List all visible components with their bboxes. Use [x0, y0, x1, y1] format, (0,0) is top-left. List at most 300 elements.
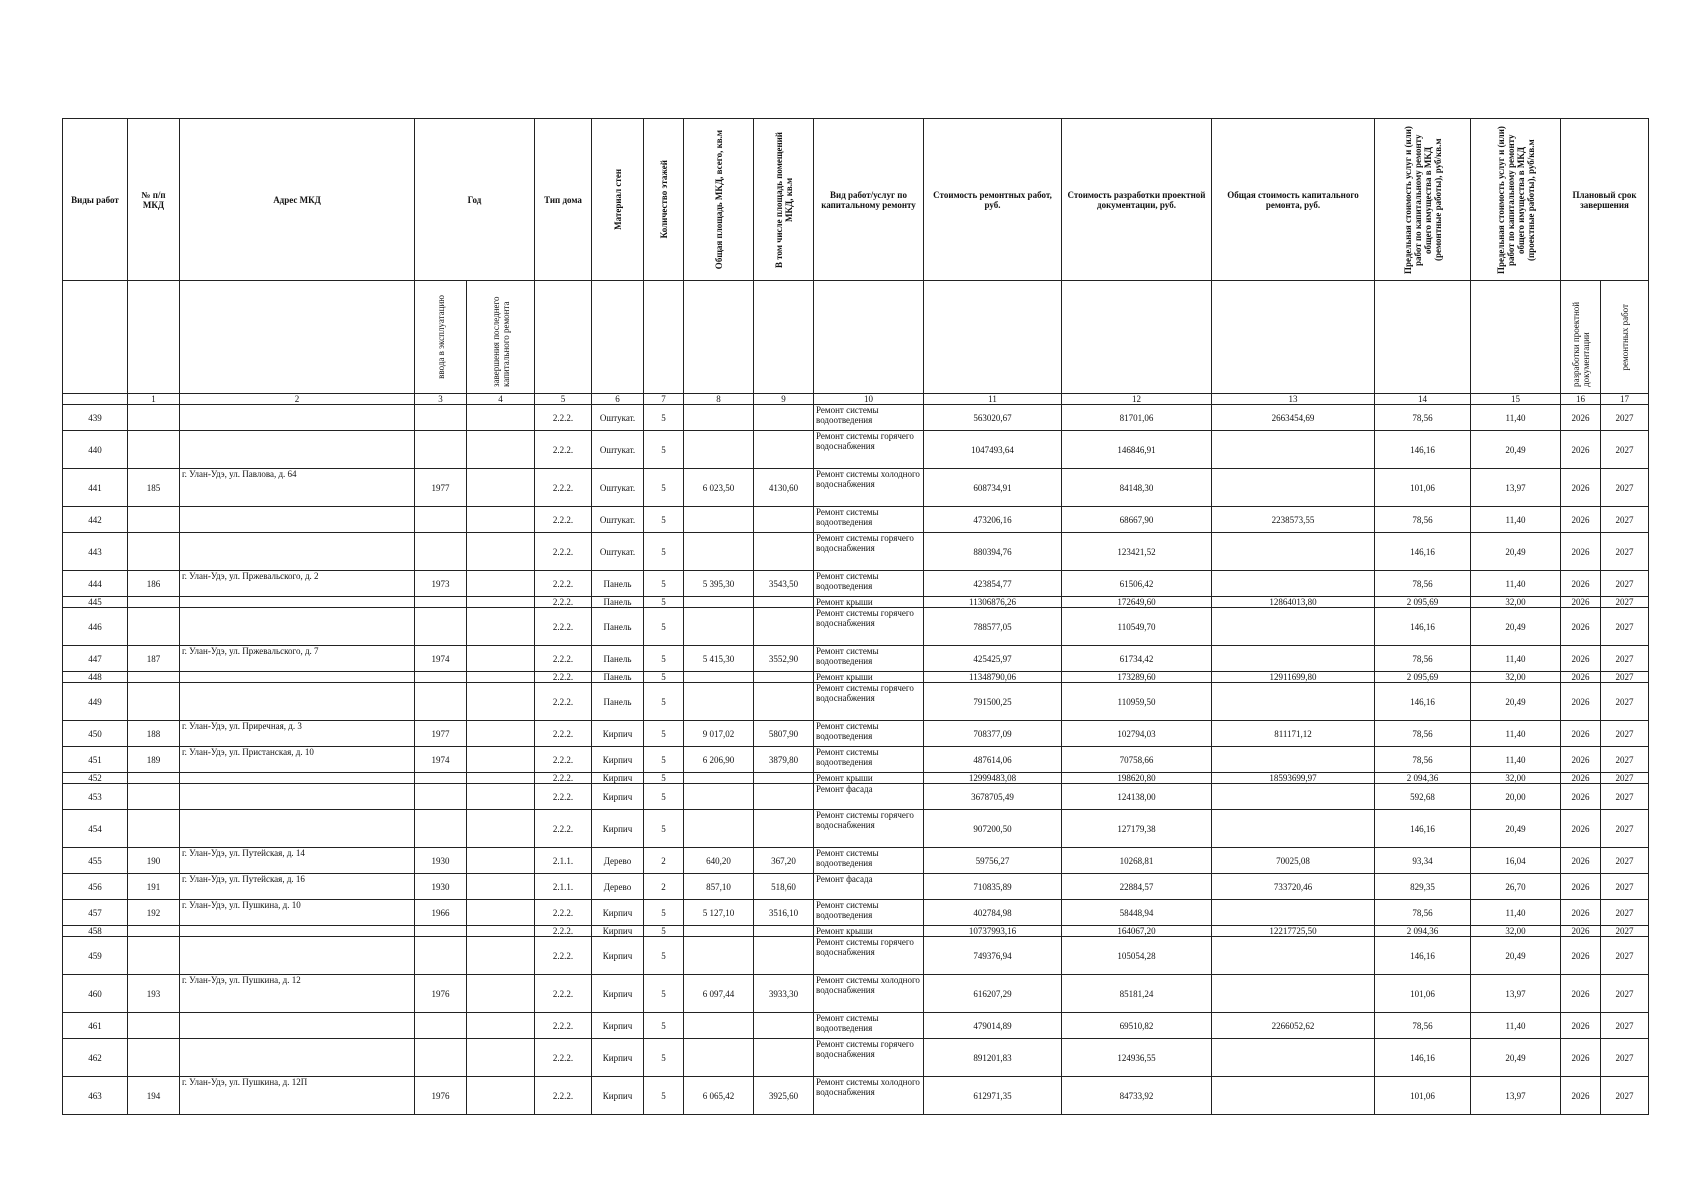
- total-area: 857,10: [684, 874, 754, 900]
- floors: 5: [644, 1013, 684, 1039]
- deadline-design: 2026: [1561, 431, 1601, 469]
- header-address: Адрес МКД: [180, 119, 415, 281]
- design-cost: 198620,80: [1062, 773, 1212, 784]
- limit-repair: 78,56: [1375, 507, 1471, 533]
- table-row: [63, 900, 1649, 926]
- repair-cost: 563020,67: [924, 405, 1062, 431]
- wall-material: Оштукат.: [592, 507, 644, 533]
- house-type: 2.2.2.: [535, 683, 592, 721]
- work-kind: Ремонт системы горячего водоснабжения: [814, 937, 924, 975]
- deadline-works: 2027: [1601, 975, 1649, 1013]
- limit-design: 20,49: [1471, 431, 1561, 469]
- house-type: 2.2.2.: [535, 900, 592, 926]
- mkd-number: 191: [128, 874, 180, 900]
- column-number: 15: [1471, 394, 1561, 405]
- wall-material: Кирпич: [592, 773, 644, 784]
- year-last-repair: [467, 721, 535, 747]
- wall-material: Панель: [592, 672, 644, 683]
- header-work-kind: Вид работ/услуг по капитальному ремонту: [814, 119, 924, 281]
- limit-design: 11,40: [1471, 507, 1561, 533]
- premises-area: [754, 926, 814, 937]
- limit-repair: 592,68: [1375, 784, 1471, 810]
- limit-design: 20,49: [1471, 1039, 1561, 1077]
- premises-area: [754, 810, 814, 848]
- total-cost: [1212, 646, 1375, 672]
- work-kind: Ремонт системы горячего водоснабжения: [814, 810, 924, 848]
- year-commission: [415, 405, 467, 431]
- year-last-repair: [467, 683, 535, 721]
- column-number: 3: [415, 394, 467, 405]
- premises-area: [754, 784, 814, 810]
- mkd-number: [128, 937, 180, 975]
- year-commission: [415, 810, 467, 848]
- deadline-works: 2027: [1601, 747, 1649, 773]
- limit-repair: 78,56: [1375, 405, 1471, 431]
- header-work-type: Виды работ: [63, 119, 128, 281]
- deadline-works: 2027: [1601, 874, 1649, 900]
- total-cost: 2663454,69: [1212, 405, 1375, 431]
- total-area: [684, 926, 754, 937]
- limit-design: 13,97: [1471, 469, 1561, 507]
- limit-repair: 2 094,36: [1375, 773, 1471, 784]
- year-commission: 1973: [415, 571, 467, 597]
- year-last-repair: [467, 597, 535, 608]
- premises-area: [754, 431, 814, 469]
- row-number: 448: [63, 672, 128, 683]
- year-commission: 1930: [415, 848, 467, 874]
- design-cost: 110549,70: [1062, 608, 1212, 646]
- repair-cost: 402784,98: [924, 900, 1062, 926]
- wall-material: Панель: [592, 608, 644, 646]
- house-type: 2.2.2.: [535, 646, 592, 672]
- design-cost: 70758,66: [1062, 747, 1212, 773]
- house-type: 2.2.2.: [535, 1039, 592, 1077]
- header-year-last-repair: завершения последнего капитального ремонта: [467, 281, 535, 394]
- work-kind: Ремонт крыши: [814, 672, 924, 683]
- work-kind: Ремонт системы горячего водоснабжения: [814, 533, 924, 571]
- row-number: 451: [63, 747, 128, 773]
- mkd-number: [128, 597, 180, 608]
- year-last-repair: [467, 646, 535, 672]
- wall-material: Кирпич: [592, 721, 644, 747]
- work-kind: Ремонт крыши: [814, 773, 924, 784]
- total-cost: [1212, 431, 1375, 469]
- premises-area: [754, 672, 814, 683]
- house-type: 2.2.2.: [535, 784, 592, 810]
- work-kind: Ремонт системы водоотведения: [814, 747, 924, 773]
- row-number: 463: [63, 1077, 128, 1115]
- mkd-number: [128, 810, 180, 848]
- deadline-works: 2027: [1601, 672, 1649, 683]
- repair-cost: 749376,94: [924, 937, 1062, 975]
- limit-repair: 146,16: [1375, 533, 1471, 571]
- house-type: 2.2.2.: [535, 608, 592, 646]
- row-number: 452: [63, 773, 128, 784]
- year-commission: [415, 773, 467, 784]
- wall-material: Оштукат.: [592, 405, 644, 431]
- year-commission: 1974: [415, 747, 467, 773]
- house-type: 2.2.2.: [535, 1013, 592, 1039]
- deadline-works: 2027: [1601, 469, 1649, 507]
- wall-material: Кирпич: [592, 926, 644, 937]
- house-type: 2.2.2.: [535, 773, 592, 784]
- deadline-works: 2027: [1601, 900, 1649, 926]
- limit-repair: 101,06: [1375, 975, 1471, 1013]
- wall-material: Панель: [592, 571, 644, 597]
- year-last-repair: [467, 810, 535, 848]
- wall-material: Кирпич: [592, 975, 644, 1013]
- repair-cost: 423854,77: [924, 571, 1062, 597]
- wall-material: Кирпич: [592, 1013, 644, 1039]
- total-cost: 12217725,50: [1212, 926, 1375, 937]
- mkd-number: 190: [128, 848, 180, 874]
- year-commission: [415, 608, 467, 646]
- deadline-design: 2026: [1561, 900, 1601, 926]
- repair-cost: 479014,89: [924, 1013, 1062, 1039]
- row-number: 442: [63, 507, 128, 533]
- repair-cost: 12999483,08: [924, 773, 1062, 784]
- floors: 5: [644, 431, 684, 469]
- deadline-works: 2027: [1601, 1039, 1649, 1077]
- total-cost: [1212, 784, 1375, 810]
- column-number: 5: [535, 394, 592, 405]
- limit-design: 32,00: [1471, 773, 1561, 784]
- premises-area: 367,20: [754, 848, 814, 874]
- floors: 5: [644, 975, 684, 1013]
- row-number: 453: [63, 784, 128, 810]
- premises-area: [754, 1013, 814, 1039]
- repair-cost: 907200,50: [924, 810, 1062, 848]
- address: г. Улан-Удэ, ул. Пушкина, д. 12: [180, 975, 415, 1013]
- work-kind: Ремонт системы холодного водоснабжения: [814, 975, 924, 1013]
- limit-design: 20,00: [1471, 784, 1561, 810]
- row-number: 458: [63, 926, 128, 937]
- year-last-repair: [467, 507, 535, 533]
- floors: 5: [644, 784, 684, 810]
- address: [180, 597, 415, 608]
- year-commission: [415, 431, 467, 469]
- mkd-number: [128, 1039, 180, 1077]
- year-last-repair: [467, 533, 535, 571]
- work-kind: Ремонт фасада: [814, 874, 924, 900]
- row-number: 439: [63, 405, 128, 431]
- limit-repair: 78,56: [1375, 721, 1471, 747]
- floors: 5: [644, 773, 684, 784]
- mkd-number: [128, 672, 180, 683]
- year-last-repair: [467, 900, 535, 926]
- mkd-number: 193: [128, 975, 180, 1013]
- work-kind: Ремонт системы водоотведения: [814, 848, 924, 874]
- wall-material: Кирпич: [592, 1077, 644, 1115]
- repair-cost: 612971,35: [924, 1077, 1062, 1115]
- column-number: 4: [467, 394, 535, 405]
- header-deadline: Плановый срок завершения: [1561, 119, 1649, 281]
- design-cost: 85181,24: [1062, 975, 1212, 1013]
- mkd-number: [128, 784, 180, 810]
- total-cost: 733720,46: [1212, 874, 1375, 900]
- table-row: [63, 784, 1649, 810]
- address: г. Улан-Удэ, ул. Приречная, д. 3: [180, 721, 415, 747]
- total-area: 6 065,42: [684, 1077, 754, 1115]
- year-commission: [415, 507, 467, 533]
- column-number: 9: [754, 394, 814, 405]
- floors: 5: [644, 937, 684, 975]
- house-type: 2.2.2.: [535, 926, 592, 937]
- deadline-works: 2027: [1601, 784, 1649, 810]
- limit-design: 20,49: [1471, 937, 1561, 975]
- column-number: 17: [1601, 394, 1649, 405]
- mkd-number: [128, 533, 180, 571]
- table-row: [63, 683, 1649, 721]
- repair-cost: 11306876,26: [924, 597, 1062, 608]
- header-floors: Количество этажей: [644, 119, 684, 281]
- column-number: 12: [1062, 394, 1212, 405]
- repair-program-table: [62, 118, 1649, 1115]
- column-number: [63, 394, 128, 405]
- table-row: [63, 533, 1649, 571]
- address: г. Улан-Удэ, ул. Пушкина, д. 10: [180, 900, 415, 926]
- total-area: [684, 672, 754, 683]
- floors: 5: [644, 683, 684, 721]
- year-commission: 1976: [415, 1077, 467, 1115]
- total-area: [684, 1013, 754, 1039]
- repair-cost: 708377,09: [924, 721, 1062, 747]
- design-cost: 81701,06: [1062, 405, 1212, 431]
- total-area: [684, 405, 754, 431]
- table-row: [63, 810, 1649, 848]
- limit-design: 26,70: [1471, 874, 1561, 900]
- address: [180, 672, 415, 683]
- total-cost: 12864013,80: [1212, 597, 1375, 608]
- limit-design: 11,40: [1471, 721, 1561, 747]
- limit-repair: 146,16: [1375, 1039, 1471, 1077]
- header-design-cost: Стоимость разработки проектной документации, руб.: [1062, 119, 1212, 281]
- total-area: [684, 784, 754, 810]
- column-number: 11: [924, 394, 1062, 405]
- year-last-repair: [467, 874, 535, 900]
- design-cost: 68667,90: [1062, 507, 1212, 533]
- limit-design: 13,97: [1471, 975, 1561, 1013]
- deadline-works: 2027: [1601, 937, 1649, 975]
- total-cost: 12911699,80: [1212, 672, 1375, 683]
- deadline-design: 2026: [1561, 672, 1601, 683]
- deadline-works: 2027: [1601, 646, 1649, 672]
- year-last-repair: [467, 1039, 535, 1077]
- mkd-number: [128, 926, 180, 937]
- house-type: 2.2.2.: [535, 937, 592, 975]
- table-row: [63, 405, 1649, 431]
- repair-cost: 891201,83: [924, 1039, 1062, 1077]
- header-wall-material: Материал стен: [592, 119, 644, 281]
- house-type: 2.2.2.: [535, 571, 592, 597]
- work-kind: Ремонт системы водоотведения: [814, 507, 924, 533]
- work-kind: Ремонт системы водоотведения: [814, 900, 924, 926]
- floors: 5: [644, 672, 684, 683]
- premises-area: [754, 533, 814, 571]
- deadline-design: 2026: [1561, 571, 1601, 597]
- design-cost: 22884,57: [1062, 874, 1212, 900]
- year-commission: [415, 926, 467, 937]
- address: [180, 683, 415, 721]
- premises-area: 3925,60: [754, 1077, 814, 1115]
- address: г. Улан-Удэ, ул. Павлова, д. 64: [180, 469, 415, 507]
- limit-repair: 2 095,69: [1375, 672, 1471, 683]
- premises-area: [754, 773, 814, 784]
- design-cost: 69510,82: [1062, 1013, 1212, 1039]
- limit-repair: 829,35: [1375, 874, 1471, 900]
- total-area: [684, 608, 754, 646]
- total-cost: [1212, 533, 1375, 571]
- premises-area: [754, 683, 814, 721]
- house-type: 2.2.2.: [535, 747, 592, 773]
- deadline-design: 2026: [1561, 1039, 1601, 1077]
- row-number: 460: [63, 975, 128, 1013]
- header-total-cost: Общая стоимость капитального ремонта, руб.: [1212, 119, 1375, 281]
- year-last-repair: [467, 571, 535, 597]
- year-commission: 1966: [415, 900, 467, 926]
- design-cost: 123421,52: [1062, 533, 1212, 571]
- premises-area: [754, 405, 814, 431]
- limit-design: 20,49: [1471, 683, 1561, 721]
- deadline-design: 2026: [1561, 1013, 1601, 1039]
- repair-cost: 3678705,49: [924, 784, 1062, 810]
- total-cost: [1212, 975, 1375, 1013]
- wall-material: Панель: [592, 683, 644, 721]
- total-cost: [1212, 608, 1375, 646]
- header-limit-design: Предельная стоимость услуг и (или) работ по капитальному ремонту общего имущества в МКД (проектные работы), руб/кв.м: [1471, 119, 1561, 281]
- house-type: 2.2.2.: [535, 597, 592, 608]
- total-area: [684, 683, 754, 721]
- table-row: [63, 1039, 1649, 1077]
- mkd-number: 186: [128, 571, 180, 597]
- wall-material: Кирпич: [592, 937, 644, 975]
- row-number: 441: [63, 469, 128, 507]
- deadline-works: 2027: [1601, 1013, 1649, 1039]
- premises-area: 518,60: [754, 874, 814, 900]
- address: [180, 1039, 415, 1077]
- total-cost: 2238573,55: [1212, 507, 1375, 533]
- mkd-number: 189: [128, 747, 180, 773]
- design-cost: 172649,60: [1062, 597, 1212, 608]
- limit-design: 11,40: [1471, 1013, 1561, 1039]
- row-number: 454: [63, 810, 128, 848]
- address: [180, 810, 415, 848]
- header-repair-cost: Стоимость ремонтных работ, руб.: [924, 119, 1062, 281]
- limit-repair: 78,56: [1375, 1013, 1471, 1039]
- deadline-works: 2027: [1601, 810, 1649, 848]
- address: г. Улан-Удэ, ул. Путейская, д. 16: [180, 874, 415, 900]
- address: г. Улан-Удэ, ул. Путейская, д. 14: [180, 848, 415, 874]
- year-last-repair: [467, 975, 535, 1013]
- total-area: [684, 597, 754, 608]
- wall-material: Дерево: [592, 874, 644, 900]
- total-area: 5 395,30: [684, 571, 754, 597]
- deadline-design: 2026: [1561, 608, 1601, 646]
- year-commission: [415, 672, 467, 683]
- header-deadline-design: разработки проектной документации: [1561, 281, 1601, 394]
- wall-material: Дерево: [592, 848, 644, 874]
- header-deadline-works: ремонтных работ: [1601, 281, 1649, 394]
- design-cost: 84148,30: [1062, 469, 1212, 507]
- year-commission: [415, 1013, 467, 1039]
- mkd-number: [128, 1013, 180, 1039]
- table-row: [63, 672, 1649, 683]
- column-number: 16: [1561, 394, 1601, 405]
- work-kind: Ремонт системы холодного водоснабжения: [814, 469, 924, 507]
- design-cost: 102794,03: [1062, 721, 1212, 747]
- design-cost: 127179,38: [1062, 810, 1212, 848]
- limit-design: 11,40: [1471, 571, 1561, 597]
- work-kind: Ремонт фасада: [814, 784, 924, 810]
- floors: 5: [644, 926, 684, 937]
- limit-design: 32,00: [1471, 597, 1561, 608]
- row-number: 457: [63, 900, 128, 926]
- limit-repair: 78,56: [1375, 900, 1471, 926]
- design-cost: 61734,42: [1062, 646, 1212, 672]
- total-area: 5 127,10: [684, 900, 754, 926]
- limit-design: 16,04: [1471, 848, 1561, 874]
- total-cost: 70025,08: [1212, 848, 1375, 874]
- limit-design: 13,97: [1471, 1077, 1561, 1115]
- year-last-repair: [467, 672, 535, 683]
- premises-area: [754, 597, 814, 608]
- deadline-works: 2027: [1601, 533, 1649, 571]
- total-cost: [1212, 747, 1375, 773]
- row-number: 459: [63, 937, 128, 975]
- table-row: [63, 571, 1649, 597]
- total-cost: 18593699,97: [1212, 773, 1375, 784]
- total-cost: 2266052,62: [1212, 1013, 1375, 1039]
- limit-repair: 93,34: [1375, 848, 1471, 874]
- floors: 2: [644, 848, 684, 874]
- design-cost: 164067,20: [1062, 926, 1212, 937]
- premises-area: [754, 507, 814, 533]
- repair-cost: 11348790,06: [924, 672, 1062, 683]
- table-row: [63, 874, 1649, 900]
- column-number: 2: [180, 394, 415, 405]
- year-last-repair: [467, 608, 535, 646]
- house-type: 2.2.2.: [535, 1077, 592, 1115]
- total-area: 6 206,90: [684, 747, 754, 773]
- year-commission: 1930: [415, 874, 467, 900]
- floors: 5: [644, 810, 684, 848]
- limit-repair: 146,16: [1375, 431, 1471, 469]
- row-number: 456: [63, 874, 128, 900]
- floors: 5: [644, 1039, 684, 1077]
- deadline-design: 2026: [1561, 533, 1601, 571]
- work-kind: Ремонт системы водоотведения: [814, 571, 924, 597]
- limit-design: 11,40: [1471, 405, 1561, 431]
- mkd-number: 185: [128, 469, 180, 507]
- deadline-design: 2026: [1561, 507, 1601, 533]
- house-type: 2.1.1.: [535, 874, 592, 900]
- limit-repair: 146,16: [1375, 683, 1471, 721]
- year-commission: [415, 1039, 467, 1077]
- repair-cost: 710835,89: [924, 874, 1062, 900]
- floors: 2: [644, 874, 684, 900]
- year-commission: [415, 937, 467, 975]
- year-commission: [415, 597, 467, 608]
- premises-area: 3516,10: [754, 900, 814, 926]
- work-kind: Ремонт системы холодного водоснабжения: [814, 1077, 924, 1115]
- year-last-repair: [467, 926, 535, 937]
- year-last-repair: [467, 773, 535, 784]
- limit-repair: 146,16: [1375, 810, 1471, 848]
- year-commission: 1977: [415, 721, 467, 747]
- house-type: 2.2.2.: [535, 431, 592, 469]
- wall-material: Кирпич: [592, 747, 644, 773]
- wall-material: Панель: [592, 646, 644, 672]
